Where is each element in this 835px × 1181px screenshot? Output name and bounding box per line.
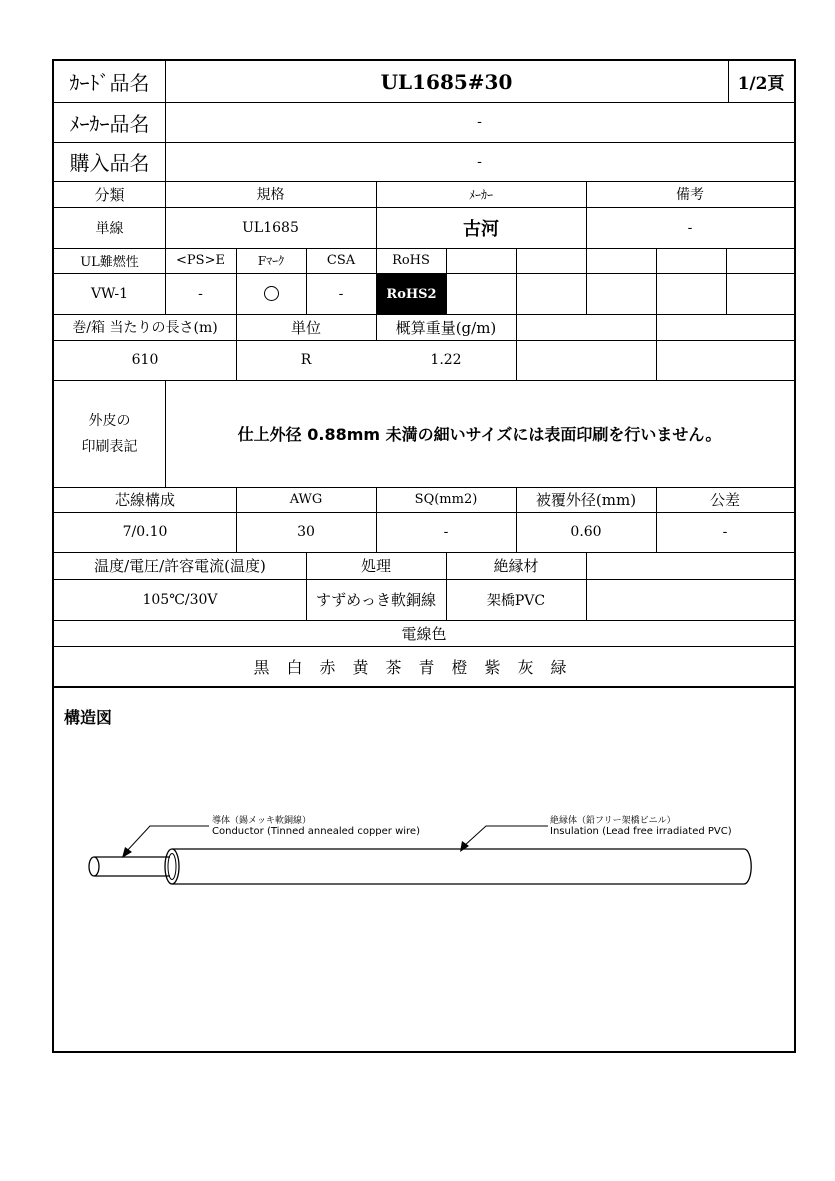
pse-header: <PS>E (176, 253, 225, 268)
standard-value: UL1685 (242, 219, 299, 236)
wire-structure-diagram (54, 796, 794, 896)
wire-color-item: 赤 (319, 657, 336, 677)
unit-header: 単位 (290, 318, 321, 337)
wire-color-item: 紫 (484, 657, 501, 677)
treatment-header: 処理 (360, 557, 391, 575)
length-per-reel-header: 巻/箱 当たりの長さ(m) (72, 320, 218, 336)
standard-header: 規格 (256, 187, 285, 203)
sq-value: - (443, 524, 449, 540)
length-per-reel-value: 610 (131, 352, 159, 368)
wire-color-header: 電線色 (401, 624, 447, 643)
classification-value: 単線 (95, 220, 124, 237)
purchase-name-value: - (477, 153, 482, 170)
circle-mark-icon (264, 286, 279, 301)
core-composition-header: 芯線構成 (114, 491, 175, 509)
wire-color-item: 白 (286, 657, 303, 677)
ul-flame-header: UL難燃性 (80, 255, 139, 270)
sq-header: SQ(mm2) (414, 492, 478, 507)
printing-label-line1: 外皮の (88, 412, 131, 429)
outer-diameter-header: 被覆外径(mm) (535, 491, 637, 509)
tolerance-value: - (722, 524, 728, 540)
rohs2-badge: RoHS2 (377, 274, 446, 314)
diagram-title: 構造図 (64, 708, 113, 727)
outer-diameter-value: 0.60 (570, 524, 602, 540)
conductor-illustration (89, 857, 170, 876)
wire-color-item: 灰 (517, 657, 534, 677)
printing-label-line2: 印刷表記 (81, 438, 138, 455)
insulation-leader-arrow (460, 826, 548, 852)
wire-color-item: 橙 (451, 657, 468, 677)
page-indicator: 1/2頁 (737, 74, 785, 94)
wire-color-list (54, 646, 794, 686)
insulation-header: 絶縁材 (493, 557, 539, 575)
remarks-value: - (687, 219, 693, 236)
maker-name-value: - (477, 114, 482, 130)
insulation-label-en: Insulation (Lead free irradiated PVC) (550, 826, 732, 837)
f-mark-value (236, 273, 306, 314)
rating-value: 105℃/30V (142, 591, 218, 608)
ul-flame-value: VW-1 (90, 285, 129, 302)
purchase-name-label: 購入品名 (69, 151, 150, 175)
card-name-value: UL1685#30 (380, 69, 513, 94)
classification-header: 分類 (94, 185, 125, 204)
core-composition-value: 7/0.10 (122, 524, 168, 540)
wire-color-item: 緑 (550, 657, 567, 677)
csa-value: - (338, 285, 344, 302)
conductor-label-en: Conductor (Tinned annealed copper wire) (212, 826, 420, 837)
insulation-value: 架橋PVC (486, 592, 546, 609)
spec-sheet (52, 59, 796, 1053)
printing-note: 仕上外径 0.88mm 未満の細いサイズには表面印刷を行いません。 (237, 425, 722, 444)
maker-name-label: ﾒｰｶｰ品名 (69, 111, 150, 136)
printing-label (54, 380, 165, 487)
awg-value: 30 (297, 524, 315, 540)
weight-header: 概算重量(g/m) (395, 318, 497, 337)
remarks-header: 備考 (676, 187, 704, 203)
wire-color-item: 黒 (253, 657, 270, 677)
wire-color-item: 黄 (352, 657, 369, 677)
csa-header: CSA (326, 253, 356, 268)
treatment-value: すずめっき軟銅線 (315, 591, 436, 609)
conductor-label-jp: 導体（錫メッキ軟銅線） (212, 816, 312, 826)
tolerance-header: 公差 (709, 491, 740, 509)
wire-color-item: 茶 (385, 657, 402, 677)
weight-value: 1.22 (430, 352, 462, 368)
pse-value: - (198, 285, 203, 302)
f-mark-header: Fﾏｰｸ (257, 254, 285, 268)
insulation-illustration (165, 849, 751, 884)
rohs-header: RoHS (392, 253, 430, 268)
awg-header: AWG (289, 492, 323, 507)
card-name-label: ｶｰﾄﾞ品名 (69, 71, 150, 95)
unit-value: R (300, 352, 312, 368)
rating-header: 温度/電圧/許容電流(温度) (94, 557, 266, 575)
maker-header: ﾒｰｶｰ (468, 187, 493, 202)
insulation-label-jp: 絶縁体（鉛フリー架橋ビニル） (550, 816, 676, 826)
wire-color-item: 青 (418, 657, 435, 677)
maker-logo: 古河 (463, 218, 499, 240)
